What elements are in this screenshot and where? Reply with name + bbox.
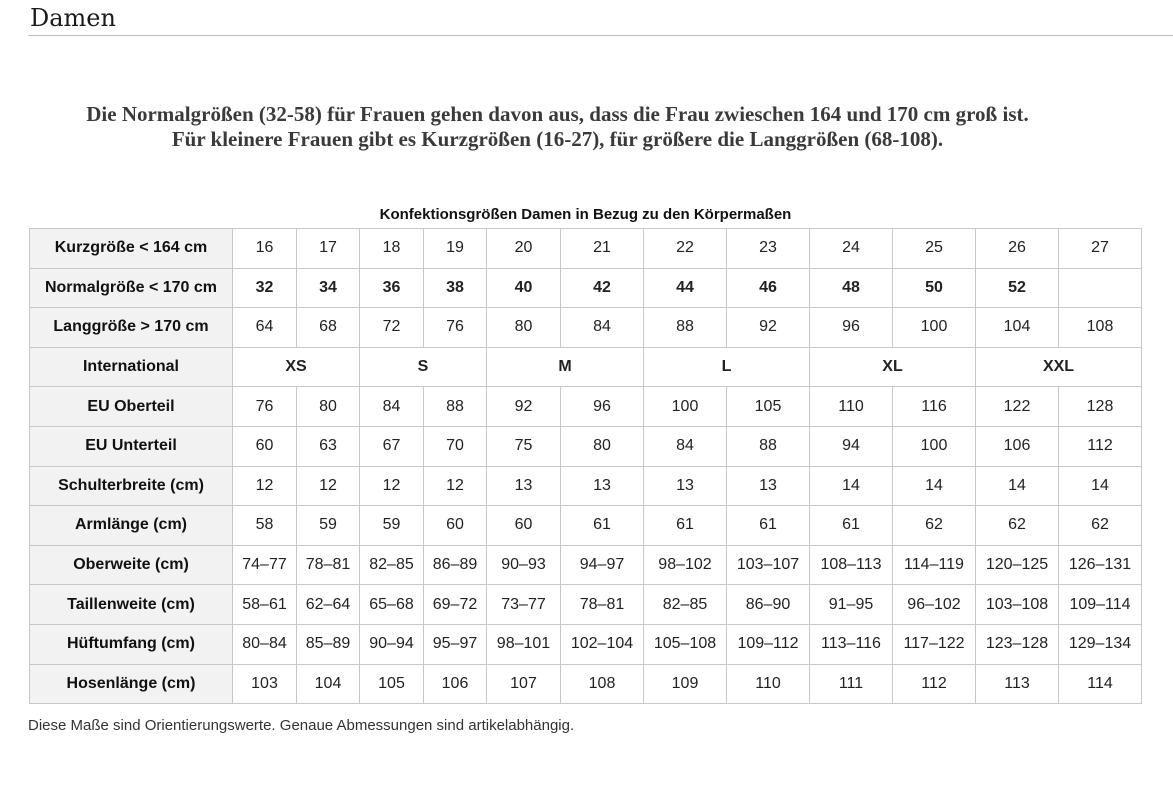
table-cell: 102–104	[561, 624, 644, 664]
table-cell: 86–89	[424, 545, 487, 585]
table-cell: 114–119	[893, 545, 976, 585]
table-cell: 62–64	[297, 585, 360, 625]
table-cell: 59	[360, 506, 424, 546]
table-row-eu-oberteil	[30, 387, 1142, 427]
table-cell: 110	[810, 387, 893, 427]
table-row-langgroesse	[30, 308, 1142, 348]
table-cell: 100	[893, 426, 976, 466]
table-row-kurzgroesse	[30, 229, 1142, 269]
table-cell: 109	[644, 664, 727, 704]
table-cell: 129–134	[1059, 624, 1142, 664]
table-cell: 96	[810, 308, 893, 348]
table-cell: 105–108	[644, 624, 727, 664]
table-cell: 88	[644, 308, 727, 348]
title-divider	[28, 35, 1173, 36]
table-cell: 95–97	[424, 624, 487, 664]
table-cell: 84	[644, 426, 727, 466]
table-cell: XS	[233, 347, 360, 387]
table-caption: Konfektionsgrößen Damen in Bezug zu den Körpermaßen	[379, 206, 792, 223]
table-cell: 13	[727, 466, 810, 506]
table-cell: 74–77	[233, 545, 297, 585]
table-cell: 36	[360, 268, 424, 308]
table-cell: 72	[360, 308, 424, 348]
table-cell: 108	[1059, 308, 1142, 348]
row-label: Oberweite (cm)	[30, 545, 233, 585]
table-cell: 32	[233, 268, 297, 308]
table-cell: 109–112	[727, 624, 810, 664]
table-cell: 111	[810, 664, 893, 704]
table-cell: 18	[360, 229, 424, 269]
table-row-schulterbreite	[30, 466, 1142, 506]
row-label: International	[30, 347, 233, 387]
table-cell: 23	[727, 229, 810, 269]
table-cell: 123–128	[976, 624, 1059, 664]
table-cell: 60	[487, 506, 561, 546]
table-cell: 69–72	[424, 585, 487, 625]
table-cell: 13	[644, 466, 727, 506]
table-cell: 61	[810, 506, 893, 546]
table-cell: 90–93	[487, 545, 561, 585]
table-cell: 38	[424, 268, 487, 308]
table-cell: 82–85	[644, 585, 727, 625]
table-cell: 14	[976, 466, 1059, 506]
page-title: Damen	[30, 4, 116, 32]
table-cell: 73–77	[487, 585, 561, 625]
table-cell: 84	[360, 387, 424, 427]
table-cell: 58–61	[233, 585, 297, 625]
table-cell: 46	[727, 268, 810, 308]
table-cell: 113	[976, 664, 1059, 704]
table-cell: 105	[727, 387, 810, 427]
table-cell: 104	[297, 664, 360, 704]
table-cell: 104	[976, 308, 1059, 348]
intro-line-2: Für kleinere Frauen gibt es Kurzgrößen (16-27), für größere die Langgrößen (68-108).	[171, 127, 944, 151]
table-cell: 64	[233, 308, 297, 348]
row-label: Schulterbreite (cm)	[30, 466, 233, 506]
table-cell: 61	[561, 506, 644, 546]
table-cell: 20	[487, 229, 561, 269]
table-cell: 90–94	[360, 624, 424, 664]
table-cell: 112	[1059, 426, 1142, 466]
table-cell: 22	[644, 229, 727, 269]
table-cell: 75	[487, 426, 561, 466]
table-cell: 103–108	[976, 585, 1059, 625]
table-cell: 122	[976, 387, 1059, 427]
table-cell: 114	[1059, 664, 1142, 704]
table-cell: 67	[360, 426, 424, 466]
table-cell: 76	[424, 308, 487, 348]
table-cell: 96	[561, 387, 644, 427]
table-cell: 80–84	[233, 624, 297, 664]
table-cell: 94–97	[561, 545, 644, 585]
table-cell: 12	[424, 466, 487, 506]
table-cell: 68	[297, 308, 360, 348]
table-cell: 58	[233, 506, 297, 546]
table-row-eu-unterteil	[30, 426, 1142, 466]
table-cell: 85–89	[297, 624, 360, 664]
row-label: Taillenweite (cm)	[30, 585, 233, 625]
table-cell: 59	[297, 506, 360, 546]
table-cell: 13	[487, 466, 561, 506]
table-cell: 14	[1059, 466, 1142, 506]
table-cell: 50	[893, 268, 976, 308]
table-cell: 60	[233, 426, 297, 466]
table-cell: 110	[727, 664, 810, 704]
table-cell: 80	[297, 387, 360, 427]
table-cell: 63	[297, 426, 360, 466]
table-cell: 24	[810, 229, 893, 269]
table-cell: 78–81	[297, 545, 360, 585]
table-cell: 100	[893, 308, 976, 348]
table-cell: 108–113	[810, 545, 893, 585]
table-cell: 16	[233, 229, 297, 269]
table-cell: 17	[297, 229, 360, 269]
table-row-hueftumfang	[30, 624, 1142, 664]
table-cell: 52	[976, 268, 1059, 308]
table-cell: 116	[893, 387, 976, 427]
row-label: EU Oberteil	[30, 387, 233, 427]
table-cell: 80	[561, 426, 644, 466]
table-cell: 108	[561, 664, 644, 704]
table-cell: L	[644, 347, 810, 387]
table-cell: 12	[360, 466, 424, 506]
table-cell: M	[487, 347, 644, 387]
table-row-armlaenge	[30, 506, 1142, 546]
table-cell: 126–131	[1059, 545, 1142, 585]
table-cell: XXL	[976, 347, 1142, 387]
table-cell: 61	[727, 506, 810, 546]
table-cell: 78–81	[561, 585, 644, 625]
table-cell: 76	[233, 387, 297, 427]
table-cell: 96–102	[893, 585, 976, 625]
table-cell: 117–122	[893, 624, 976, 664]
table-cell: 84	[561, 308, 644, 348]
table-cell: 61	[644, 506, 727, 546]
table-cell: 88	[424, 387, 487, 427]
table-cell: S	[360, 347, 487, 387]
table-cell: 27	[1059, 229, 1142, 269]
table-cell: 60	[424, 506, 487, 546]
table-row-oberweite	[30, 545, 1142, 585]
table-cell: 19	[424, 229, 487, 269]
table-cell: 25	[893, 229, 976, 269]
table-cell	[1059, 268, 1142, 308]
row-label: Normalgröße < 170 cm	[30, 268, 233, 308]
table-cell: 82–85	[360, 545, 424, 585]
table-row-hosenlaenge	[30, 664, 1142, 704]
table-cell: 112	[893, 664, 976, 704]
table-cell: 91–95	[810, 585, 893, 625]
table-cell: 48	[810, 268, 893, 308]
table-cell: 62	[893, 506, 976, 546]
table-cell: 42	[561, 268, 644, 308]
table-cell: 106	[976, 426, 1059, 466]
table-cell: 14	[810, 466, 893, 506]
table-cell: 21	[561, 229, 644, 269]
table-cell: 12	[233, 466, 297, 506]
table-cell: 13	[561, 466, 644, 506]
footnote: Diese Maße sind Orientierungswerte. Genaue Abmessungen sind artikelabhängig.	[28, 717, 575, 734]
table-cell: 86–90	[727, 585, 810, 625]
table-cell: 80	[487, 308, 561, 348]
table-cell: 94	[810, 426, 893, 466]
table-row-international	[30, 347, 1142, 387]
table-cell: 98–102	[644, 545, 727, 585]
row-label: Kurzgröße < 164 cm	[30, 229, 233, 269]
table-cell: 103–107	[727, 545, 810, 585]
table-cell: 92	[487, 387, 561, 427]
table-cell: 128	[1059, 387, 1142, 427]
row-label: Hosenlänge (cm)	[30, 664, 233, 704]
table-cell: 107	[487, 664, 561, 704]
table-cell: 26	[976, 229, 1059, 269]
table-cell: 40	[487, 268, 561, 308]
row-label: Langgröße > 170 cm	[30, 308, 233, 348]
row-label: EU Unterteil	[30, 426, 233, 466]
table-cell: 120–125	[976, 545, 1059, 585]
intro-line-1: Die Normalgrößen (32-58) für Frauen gehen davon aus, dass die Frau zwieschen 164 und 170 cm groß ist.	[86, 102, 1029, 126]
row-label: Hüftumfang (cm)	[30, 624, 233, 664]
intro-text	[0, 102, 1115, 152]
size-chart-table	[29, 228, 1142, 704]
table-row-taillenweite	[30, 585, 1142, 625]
table-cell: 113–116	[810, 624, 893, 664]
table-cell: 109–114	[1059, 585, 1142, 625]
table-cell: 62	[1059, 506, 1142, 546]
table-cell: 106	[424, 664, 487, 704]
table-cell: 88	[727, 426, 810, 466]
table-cell: 14	[893, 466, 976, 506]
table-cell: 98–101	[487, 624, 561, 664]
table-cell: 34	[297, 268, 360, 308]
table-cell: 92	[727, 308, 810, 348]
table-cell: 12	[297, 466, 360, 506]
table-cell: 103	[233, 664, 297, 704]
table-row-normalgroesse	[30, 268, 1142, 308]
table-cell: 44	[644, 268, 727, 308]
table-cell: 62	[976, 506, 1059, 546]
table-cell: 65–68	[360, 585, 424, 625]
table-cell: XL	[810, 347, 976, 387]
table-cell: 105	[360, 664, 424, 704]
table-cell: 70	[424, 426, 487, 466]
table-cell: 100	[644, 387, 727, 427]
row-label: Armlänge (cm)	[30, 506, 233, 546]
